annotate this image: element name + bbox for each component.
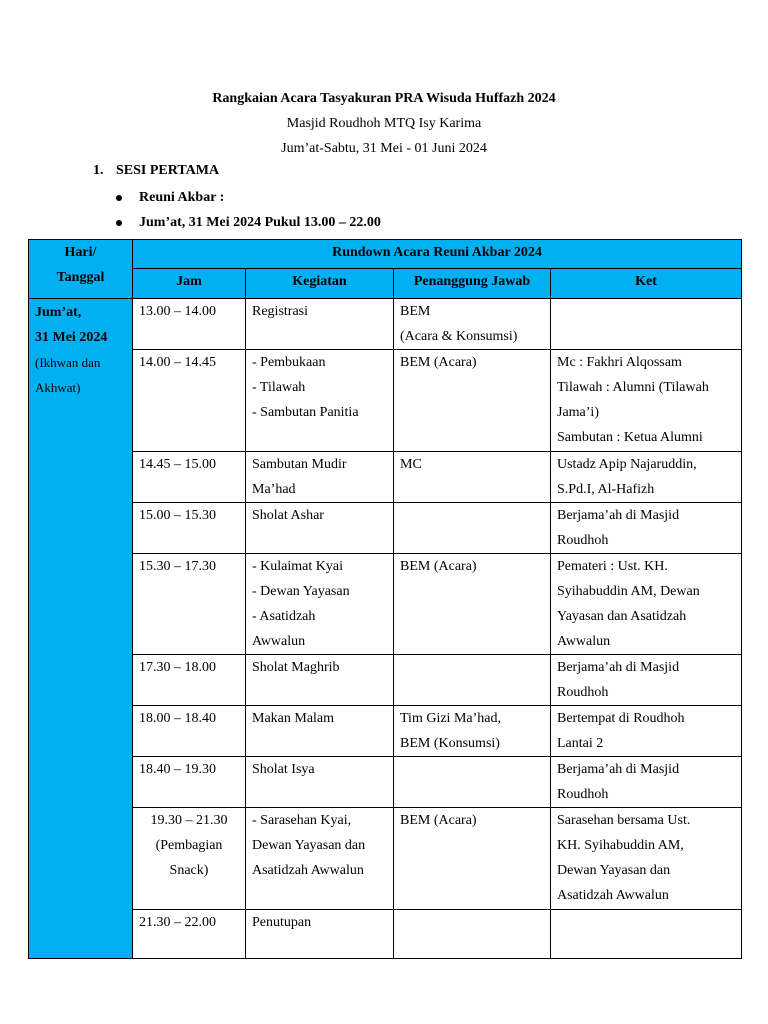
cell-pj: Tim Gizi Ma’had, BEM (Konsumsi) [394, 706, 551, 757]
cell-kegiatan: Penutupan [246, 910, 394, 959]
cell-kegiatan: Registrasi [246, 299, 394, 350]
document-title: Rangkaian Acara Tasyakuran PRA Wisuda Huffazh 2024 [212, 91, 556, 106]
column-header-pj: Penanggung Jawab [394, 269, 551, 299]
table-row [29, 350, 742, 452]
cell-ket [551, 910, 742, 959]
bullet-dot-icon [116, 195, 122, 201]
cell-jam: 19.30 – 21.30 (Pembagian Snack) [133, 808, 246, 910]
cell-ket: Ustadz Apip Najaruddin, S.Pd.I, Al-Hafizh [551, 452, 742, 503]
cell-jam: 15.30 – 17.30 [133, 554, 246, 655]
table-row [29, 452, 742, 503]
column-header-ket: Ket [551, 269, 742, 299]
column-header-jam: Jam [133, 269, 246, 299]
day-date: 31 Mei 2024 [35, 330, 108, 345]
cell-pj: BEM (Acara) [394, 350, 551, 452]
bullet-list [116, 185, 381, 235]
bullet-text: Reuni Akbar : [139, 190, 225, 205]
cell-kegiatan: Sholat Isya [246, 757, 394, 808]
bullet-text: Jum’at, 31 Mei 2024 Pukul 13.00 – 22.00 [139, 215, 381, 230]
column-header-kegiatan: Kegiatan [246, 269, 394, 299]
table-subheader-row [29, 269, 742, 299]
cell-kegiatan: Sambutan Mudir Ma’had [246, 452, 394, 503]
cell-ket: Berjama’ah di Masjid Roudhoh [551, 503, 742, 554]
cell-ket: Berjama’ah di Masjid Roudhoh [551, 757, 742, 808]
cell-kegiatan: - Sarasehan Kyai, Dewan Yayasan dan Asatidzah Awwalun [246, 808, 394, 910]
cell-jam: 15.00 – 15.30 [133, 503, 246, 554]
section-title: SESI PERTAMA [116, 163, 220, 178]
table-row [29, 706, 742, 757]
cell-ket [551, 299, 742, 350]
cell-ket: Mc : Fakhri Alqossam Tilawah : Alumni (Tilawah Jama’i) Sambutan : Ketua Alumni [551, 350, 742, 452]
bullet-item [116, 210, 381, 235]
section-heading [93, 159, 219, 183]
cell-pj [394, 655, 551, 706]
cell-ket: Sarasehan bersama Ust. KH. Syihabuddin AM, Dewan Yayasan dan Asatidzah Awwalun [551, 808, 742, 910]
cell-ket: Pemateri : Ust. KH. Syihabuddin AM, Dewan Yayasan dan Asatidzah Awwalun [551, 554, 742, 655]
cell-ket: Bertempat di Roudhoh Lantai 2 [551, 706, 742, 757]
cell-kegiatan: Sholat Ashar [246, 503, 394, 554]
table-row [29, 910, 742, 959]
bullet-dot-icon [116, 220, 122, 226]
bullet-item [116, 185, 381, 210]
section-number: 1. [93, 163, 104, 178]
day-cell [29, 299, 133, 959]
table-row [29, 299, 742, 350]
table-row [29, 808, 742, 910]
cell-pj [394, 910, 551, 959]
table-header-row [29, 240, 742, 269]
cell-jam: 18.00 – 18.40 [133, 706, 246, 757]
cell-pj: BEM (Acara & Konsumsi) [394, 299, 551, 350]
cell-pj: MC [394, 452, 551, 503]
date-line: Jum’at-Sabtu, 31 Mei - 01 Juni 2024 [281, 141, 487, 156]
table-row [29, 757, 742, 808]
cell-pj [394, 503, 551, 554]
table-row [29, 503, 742, 554]
cell-jam: 14.00 – 14.45 [133, 350, 246, 452]
cell-jam: 13.00 – 14.00 [133, 299, 246, 350]
venue-line: Masjid Roudhoh MTQ Isy Karima [286, 116, 482, 131]
cell-kegiatan: Sholat Maghrib [246, 655, 394, 706]
cell-pj: BEM (Acara) [394, 808, 551, 910]
cell-kegiatan: - Pembukaan - Tilawah - Sambutan Panitia [246, 350, 394, 452]
document-header [0, 86, 768, 161]
cell-jam: 18.40 – 19.30 [133, 757, 246, 808]
table-row [29, 554, 742, 655]
table-row [29, 655, 742, 706]
cell-pj: BEM (Acara) [394, 554, 551, 655]
cell-kegiatan: Makan Malam [246, 706, 394, 757]
cell-kegiatan: - Kulaimat Kyai - Dewan Yayasan - Asatidzah Awwalun [246, 554, 394, 655]
cell-ket: Berjama’ah di Masjid Roudhoh [551, 655, 742, 706]
cell-jam: 21.30 – 22.00 [133, 910, 246, 959]
cell-jam: 17.30 – 18.00 [133, 655, 246, 706]
cell-jam: 14.45 – 15.00 [133, 452, 246, 503]
cell-pj [394, 757, 551, 808]
day-column-header: Hari/ Tanggal [29, 240, 133, 299]
day-note: (Ikhwan dan Akhwat) [35, 355, 101, 395]
day-name: Jum’at, [35, 305, 82, 320]
rundown-table [28, 239, 742, 959]
rundown-header: Rundown Acara Reuni Akbar 2024 [133, 240, 742, 269]
